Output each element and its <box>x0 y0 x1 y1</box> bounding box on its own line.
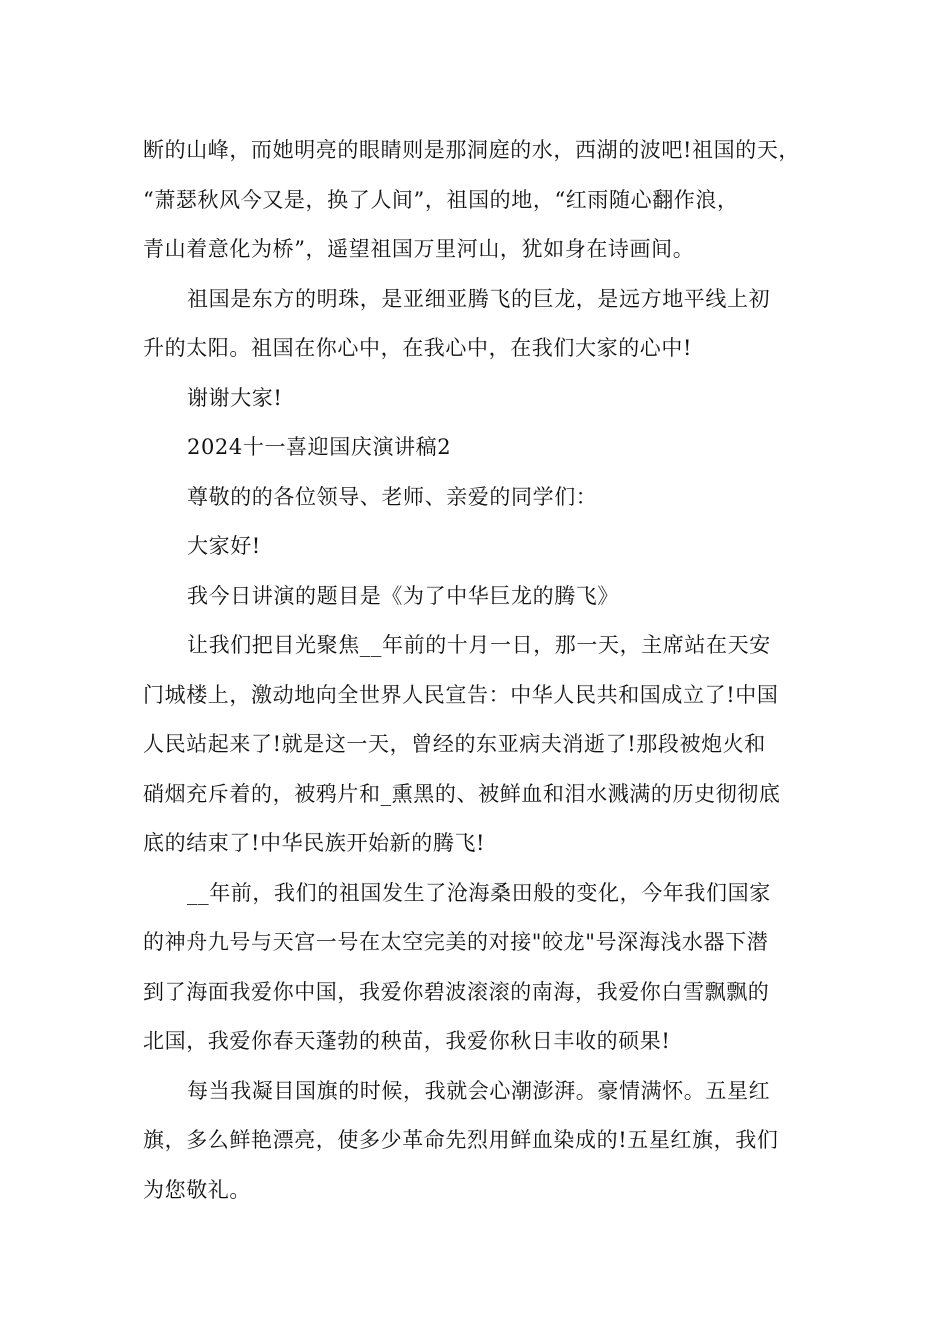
section-title <box>143 423 813 473</box>
text-line: 每当我凝目国旗的时候，我就会心潮澎湃。豪情满怀。五星红 <box>187 1078 771 1103</box>
text-line: 门城楼上，激动地向全世界人民宣告：中华人民共和国成立了!中国 <box>143 682 779 707</box>
paragraph-10 <box>143 1067 813 1216</box>
paragraph-3 <box>143 374 813 424</box>
text-line: “萧瑟秋风今又是，换了人间”，祖国的地，“红雨随心翻作浪， <box>143 187 739 212</box>
text-line: 旗，多么鲜艳漂亮，使多少革命先烈用鲜血染成的!五星红旗，我们 <box>143 1128 779 1152</box>
paragraph-8 <box>143 621 813 869</box>
text-line: 让我们把目光聚焦__年前的十月一日，那一天，主席站在天安 <box>187 633 771 657</box>
document-body <box>143 126 813 1215</box>
text-line: 硝烟充斥着的，被鸦片和_熏黑的、被鲜血和泪水溅满的历史彻彻底 <box>143 781 781 806</box>
text-line: 大家好! <box>187 534 261 558</box>
text-line: 青山着意化为桥”，遥望祖国万里河山，犹如身在诗画间。 <box>143 237 695 261</box>
text-line: 的神舟九号与天宫一号在太空完美的对接"皎龙"号深海浅水器下潜 <box>143 930 769 954</box>
text-line: 祖国是东方的明珠，是亚细亚腾飞的巨龙，是远方地平线上初 <box>187 286 771 311</box>
text-line: 底的结束了!中华民族开始新的腾飞! <box>143 831 486 855</box>
paragraph-2 <box>143 275 813 374</box>
text-line: __年前，我们的祖国发生了沧海桑田般的变化，今年我们国家 <box>187 880 771 905</box>
speech-topic <box>143 572 813 622</box>
text-line: 尊敬的的各位领导、老师、亲爱的同学们： <box>187 484 598 509</box>
paragraph-9 <box>143 869 813 1067</box>
text-line: 谢谢大家! <box>187 385 283 410</box>
text-line: 为您敬礼。 <box>143 1177 251 1202</box>
text-line: 到了海面我爱你中国，我爱你碧波滚滚的南海，我爱你白雪飘飘的 <box>143 979 770 1004</box>
text-line: 断的山峰，而她明亮的眼睛则是那洞庭的水，西湖的波吧!祖国的天， <box>143 138 801 162</box>
text-line: 我今日讲演的题目是《为了中华巨龙的腾飞》 <box>187 583 619 608</box>
greeting <box>143 522 813 572</box>
text-line: 人民站起来了!就是这一天，曾经的东亚病夫消逝了!那段被炮火和 <box>143 732 766 756</box>
paragraph-1 <box>143 126 813 275</box>
salutation <box>143 473 813 523</box>
text-line: 升的太阳。祖国在你心中，在我心中，在我们大家的心中! <box>143 336 693 360</box>
text-line: 北国，我爱你春天蓬勃的秧苗，我爱你秋日丰收的硕果! <box>143 1029 671 1053</box>
text-line: 2024十一喜迎国庆演讲稿2 <box>187 435 452 459</box>
